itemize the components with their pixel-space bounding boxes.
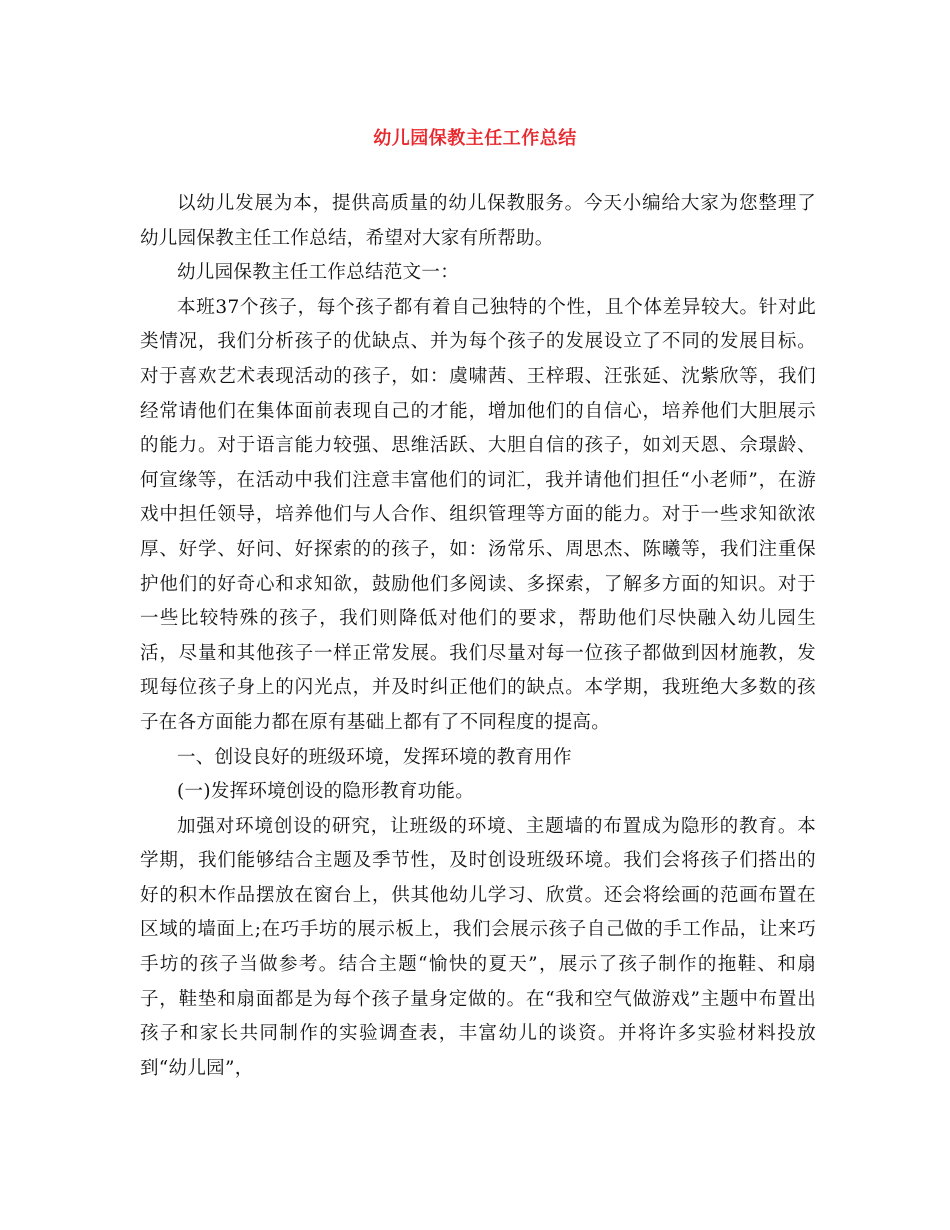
section-heading-sample-one: 幼儿园保教主任工作总结范文一：	[177, 262, 460, 284]
section-heading-environment: 一、创设良好的班级环境，发挥环境的教育用作	[177, 746, 572, 768]
document-title: 幼儿园保教主任工作总结	[373, 128, 577, 149]
subsection-heading-hidden-education: (一)发挥环境创设的隐形教育功能。	[177, 781, 475, 803]
environment-paragraph: 加强对环境创设的研究，让班级的环境、主题墙的布置成为隐形的教育。本学期，我们能够结合主题及季节性，及时创设班级环境。我们会将孩子们搭出的好的积木作品摆放在窗台上，供其他幼儿学习、欣赏。还会将绘画的范画布置在区域的墙面上;在巧手坊的展示板上，我们会展示孩子自己做的手工作品，让来巧手坊的孩子当做参考。结合主题“愉快的夏天”，展示了孩子制作的拖鞋、和扇子，鞋垫和扇面都是为每个孩子量身定做的。在“我和空气做游戏”主题中布置出孩子和家长共同制作的实验调查表，丰富幼儿的谈资。并将许多实验材料投放到“幼儿园”，	[140, 815, 816, 1079]
document-body	[140, 187, 816, 1086]
class-overview-paragraph: 本班37个孩子，每个孩子都有着自己独特的个性，且个体差异较大。针对此类情况，我们分析孩子的优缺点、并为每个孩子的发展设立了不同的发展目标。对于喜欢艺术表现活动的孩子，如：虞啸茜、王梓瑕、汪张延、沈紫欣等，我们经常请他们在集体面前表现自己的才能，增加他们的自信心，培养他们大胆展示的能力。对于语言能力较强、思维活跃、大胆自信的孩子，如刘天恩、佘璟龄、何宣缘等，在活动中我们注意丰富他们的词汇，我并请他们担任“小老师”，在游戏中担任领导，培养他们与人合作、组织管理等方面的能力。对于一些求知欲浓厚、好学、好问、好探索的的孩子，如：汤常乐、周思杰、陈曦等，我们注重保护他们的好奇心和求知欲，鼓励他们多阅读、多探索，了解多方面的知识。对于一些比较特殊的孩子，我们则降低对他们的要求，帮助他们尽快融入幼儿园生活，尽量和其他孩子一样正常发展。我们尽量对每一位孩子都做到因材施教，发现每位孩子身上的闪光点，并及时纠正他们的缺点。本学期，我班绝大多数的孩子在各方面能力都在原有基础上都有了不同程度的提高。	[140, 296, 816, 733]
intro-paragraph: 以幼儿发展为本，提供高质量的幼儿保教服务。今天小编给大家为您整理了幼儿园保教主任工作总结，希望对大家有所帮助。	[140, 193, 816, 249]
